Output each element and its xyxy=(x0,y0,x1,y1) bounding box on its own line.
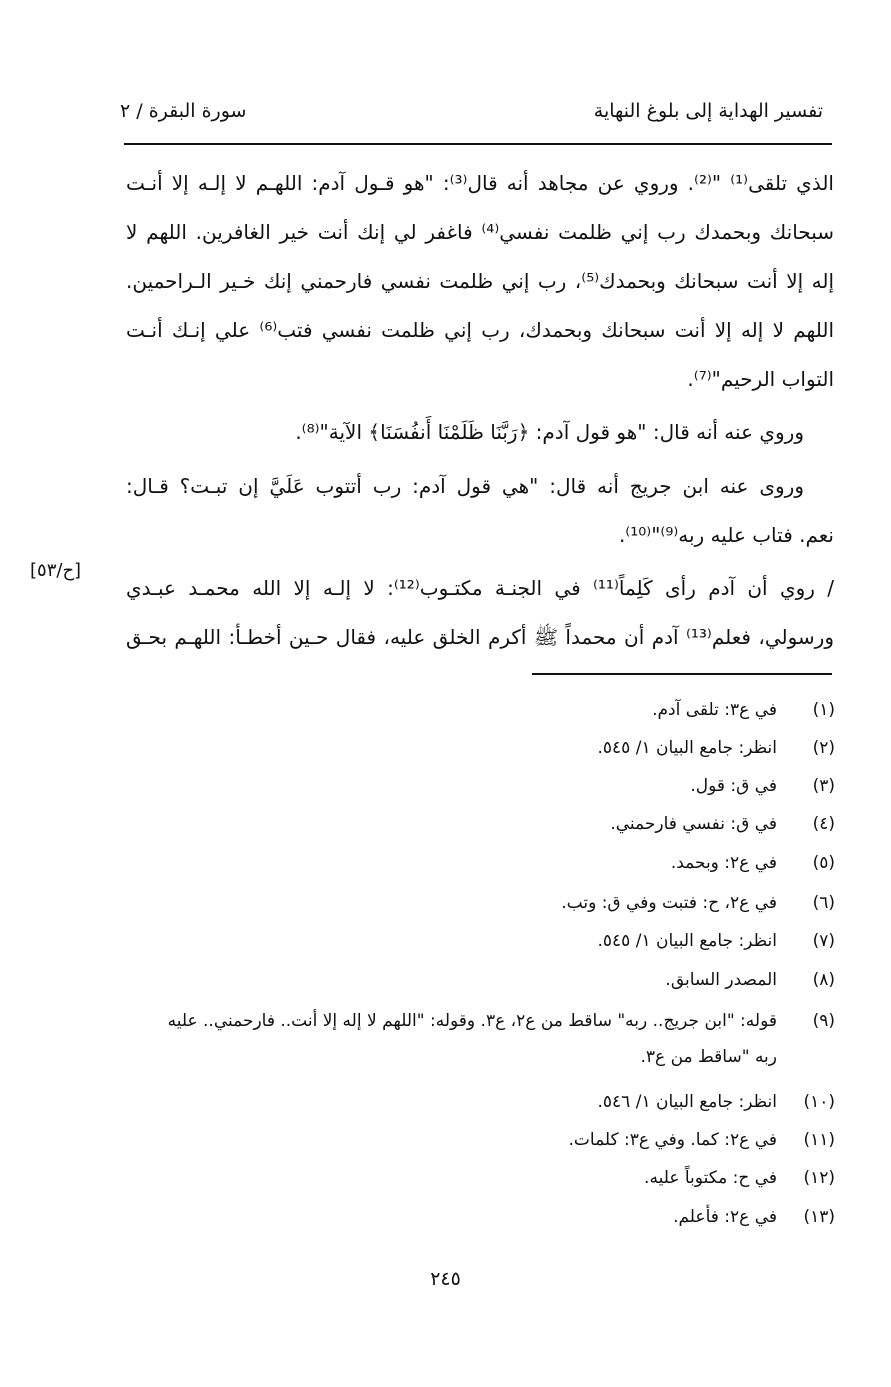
running-header-book-title: تفسير الهداية إلى بلوغ النهاية xyxy=(593,100,823,122)
footnote-text: انظر: جامع البيان ١/ ٥٤٥. xyxy=(597,931,777,951)
text-line: اللهم لا إله إلا أنت سبحانك وبحمدك، رب إني ظلمت نفسي فتب⁽⁶⁾ علي إنـك أنـت xyxy=(126,318,834,342)
footnote-number: (٤) xyxy=(812,814,835,834)
footnote xyxy=(673,1202,835,1232)
footnote-text: في ح: مكتوباً عليه. xyxy=(644,1168,777,1188)
footnote-text: انظر: جامع البيان ١/ ٥٤٦. xyxy=(597,1092,777,1112)
page-number: ٢٤٥ xyxy=(430,1268,461,1290)
footnote xyxy=(598,733,835,763)
footnote-text: ربه "ساقط من ع٣. xyxy=(640,1047,777,1067)
footnote-text: في ع٢: وبحمد. xyxy=(670,853,777,873)
footnote-number: (١١) xyxy=(803,1130,835,1150)
footnote xyxy=(690,771,835,801)
footnote-text: في ع٢: فأعلم. xyxy=(673,1207,777,1227)
footnote xyxy=(561,888,835,918)
footnote-number: (٧) xyxy=(812,931,835,951)
footnote xyxy=(671,848,835,878)
footnote-number: (١٣) xyxy=(803,1207,835,1227)
text-line: إله إلا أنت سبحانك وبحمدك⁽⁵⁾، رب إني ظلمت نفسي فارحمني إنك خـير الـراحمين. xyxy=(126,269,834,293)
footnote-text: في ع٢: كما. وفي ع٣: كلمات. xyxy=(568,1130,777,1150)
footnote-text: في ع٣: تلقى آدم. xyxy=(652,700,777,720)
text-line: وروي عنه أنه قال: "هو قول آدم: ﴿رَبَّنَا ظَلَمْنَا أَنفُسَنَا﴾ الآية"⁽⁸⁾. xyxy=(295,420,804,444)
footnote-text: في ق: نفسي فارحمني. xyxy=(610,814,777,834)
footnote-number: (٥) xyxy=(812,853,835,873)
footnote-number: (٩) xyxy=(812,1011,835,1031)
footnote xyxy=(610,809,835,839)
footnote xyxy=(665,965,835,995)
footnote-rule xyxy=(532,673,832,675)
footnote-number: (٦) xyxy=(812,893,835,913)
footnote xyxy=(598,1087,835,1117)
footnote-number: (١٢) xyxy=(803,1168,835,1188)
footnote-number: (٨) xyxy=(812,970,835,990)
header-rule xyxy=(124,143,832,145)
footnote-text: قوله: "ابن جريج.. ربه" ساقط من ع٢، ع٣. وقوله: "اللهم لا إله إلا أنت.. فارحمني.. عليه xyxy=(167,1011,777,1031)
footnote-number: (٣) xyxy=(812,776,835,796)
footnote xyxy=(652,695,835,725)
text-line: نعم. فتاب عليه ربه⁽⁹⁾"⁽¹⁰⁾. xyxy=(618,523,834,547)
footnote xyxy=(644,1163,835,1193)
footnote-text: انظر: جامع البيان ١/ ٥٤٥. xyxy=(597,738,777,758)
footnote-number: (١) xyxy=(812,700,835,720)
text-line: التواب الرحيم"⁽⁷⁾. xyxy=(687,367,834,391)
footnote-number: (٢) xyxy=(812,738,835,758)
footnote-text: في ع٢، ح: فتبت وفي ق: وتب. xyxy=(561,893,777,913)
text-line: ورسولي، فعلم⁽¹³⁾ آدم أن محمداً ﷺ أكرم الخلق عليه، فقال حـين أخطـأ: اللهـم بحـق xyxy=(126,625,834,649)
running-header-surah: سورة البقرة / ٢ xyxy=(120,100,247,122)
text-line: / روي أن آدم رأى كَلِماً⁽¹¹⁾ في الجنـة مكتـوب⁽¹²⁾: لا إلـه إلا الله محمـد عبـدي xyxy=(126,576,834,600)
footnote xyxy=(598,926,835,956)
footnote-text: المصدر السابق. xyxy=(665,970,777,990)
text-line: وروى عنه ابن جريج أنه قال: "هي قول آدم: رب أتتوب عَلَيَّ إن تبـت؟ قـال: xyxy=(126,474,804,498)
footnote xyxy=(569,1125,836,1155)
footnote-continuation xyxy=(640,1042,777,1072)
text-line: سبحانك وبحمدك رب إني ظلمت نفسي⁽⁴⁾ فاغفر لي إنك أنت خير الغافرين. اللهم لا xyxy=(126,220,834,244)
text-line: الذي تلقى⁽¹⁾ "⁽²⁾. وروي عن مجاهد أنه قال⁽³⁾: "هو قـول آدم: اللهـم لا إلـه إلا أنـت xyxy=(126,171,834,195)
manuscript-margin-reference: [ح/٥٣] xyxy=(30,560,82,581)
footnote-text: في ق: قول. xyxy=(690,776,777,796)
footnote xyxy=(168,1006,835,1036)
footnote-number: (١٠) xyxy=(803,1092,835,1112)
